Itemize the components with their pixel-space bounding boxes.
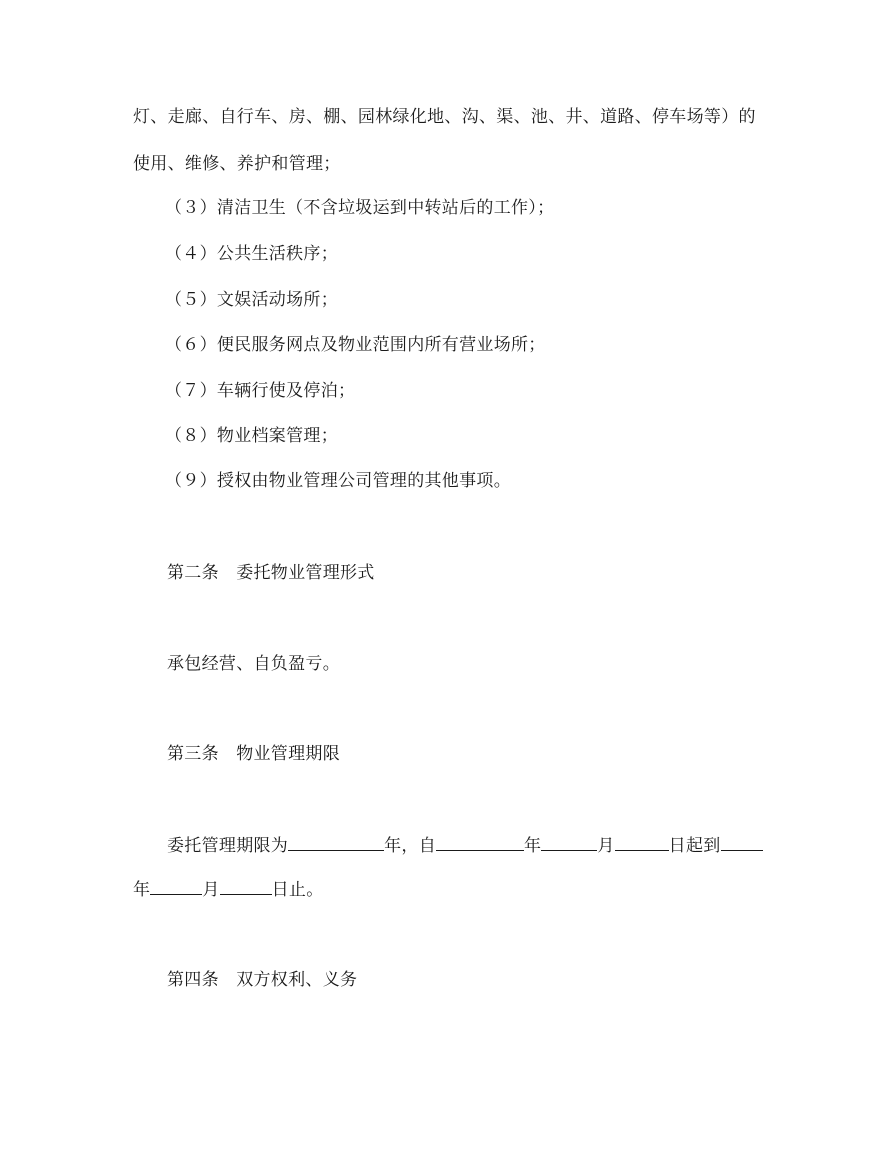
term-line [167,834,763,857]
blank-field [721,834,763,851]
paragraph-line: 使用、维修、养护和管理； [133,154,341,174]
term-text: 日止。 [271,880,324,900]
article-heading: 第三条 物业管理期限 [167,744,340,764]
term-text: 年 [133,880,151,900]
blank-field [436,834,524,851]
article-heading: 第二条 委托物业管理形式 [167,563,375,583]
term-text: 年，自 [384,836,437,856]
list-item: （６）便民服务网点及物业范围内所有营业场所； [165,335,546,355]
term-text: 月 [597,836,615,856]
list-item: （３）清洁卫生（不含垃圾运到中转站后的工作）； [165,198,555,218]
list-item: （８）物业档案管理； [165,426,338,446]
list-item: （９）授权由物业管理公司管理的其他事项。 [165,471,511,491]
blank-field [615,834,669,851]
article-heading: 第四条 双方权利、义务 [167,970,358,990]
term-text: 日起到 [668,836,721,856]
term-text: 委托管理期限为 [167,836,289,856]
list-item: （４）公共生活秩序； [165,244,338,264]
article-body: 承包经营、自负盈亏。 [167,654,340,674]
blank-field [220,878,272,895]
paragraph-line: 灯、走廊、自行车、房、棚、园林绿化地、沟、渠、池、井、道路、停车场等）的 [133,107,756,127]
term-text: 年 [524,836,542,856]
list-item: （５）文娱活动场所； [165,290,338,310]
term-text: 月 [202,880,220,900]
term-line [133,878,324,901]
blank-field [150,878,202,895]
blank-field [288,834,384,851]
blank-field [541,834,597,851]
list-item: （７）车辆行使及停泊； [165,381,356,401]
